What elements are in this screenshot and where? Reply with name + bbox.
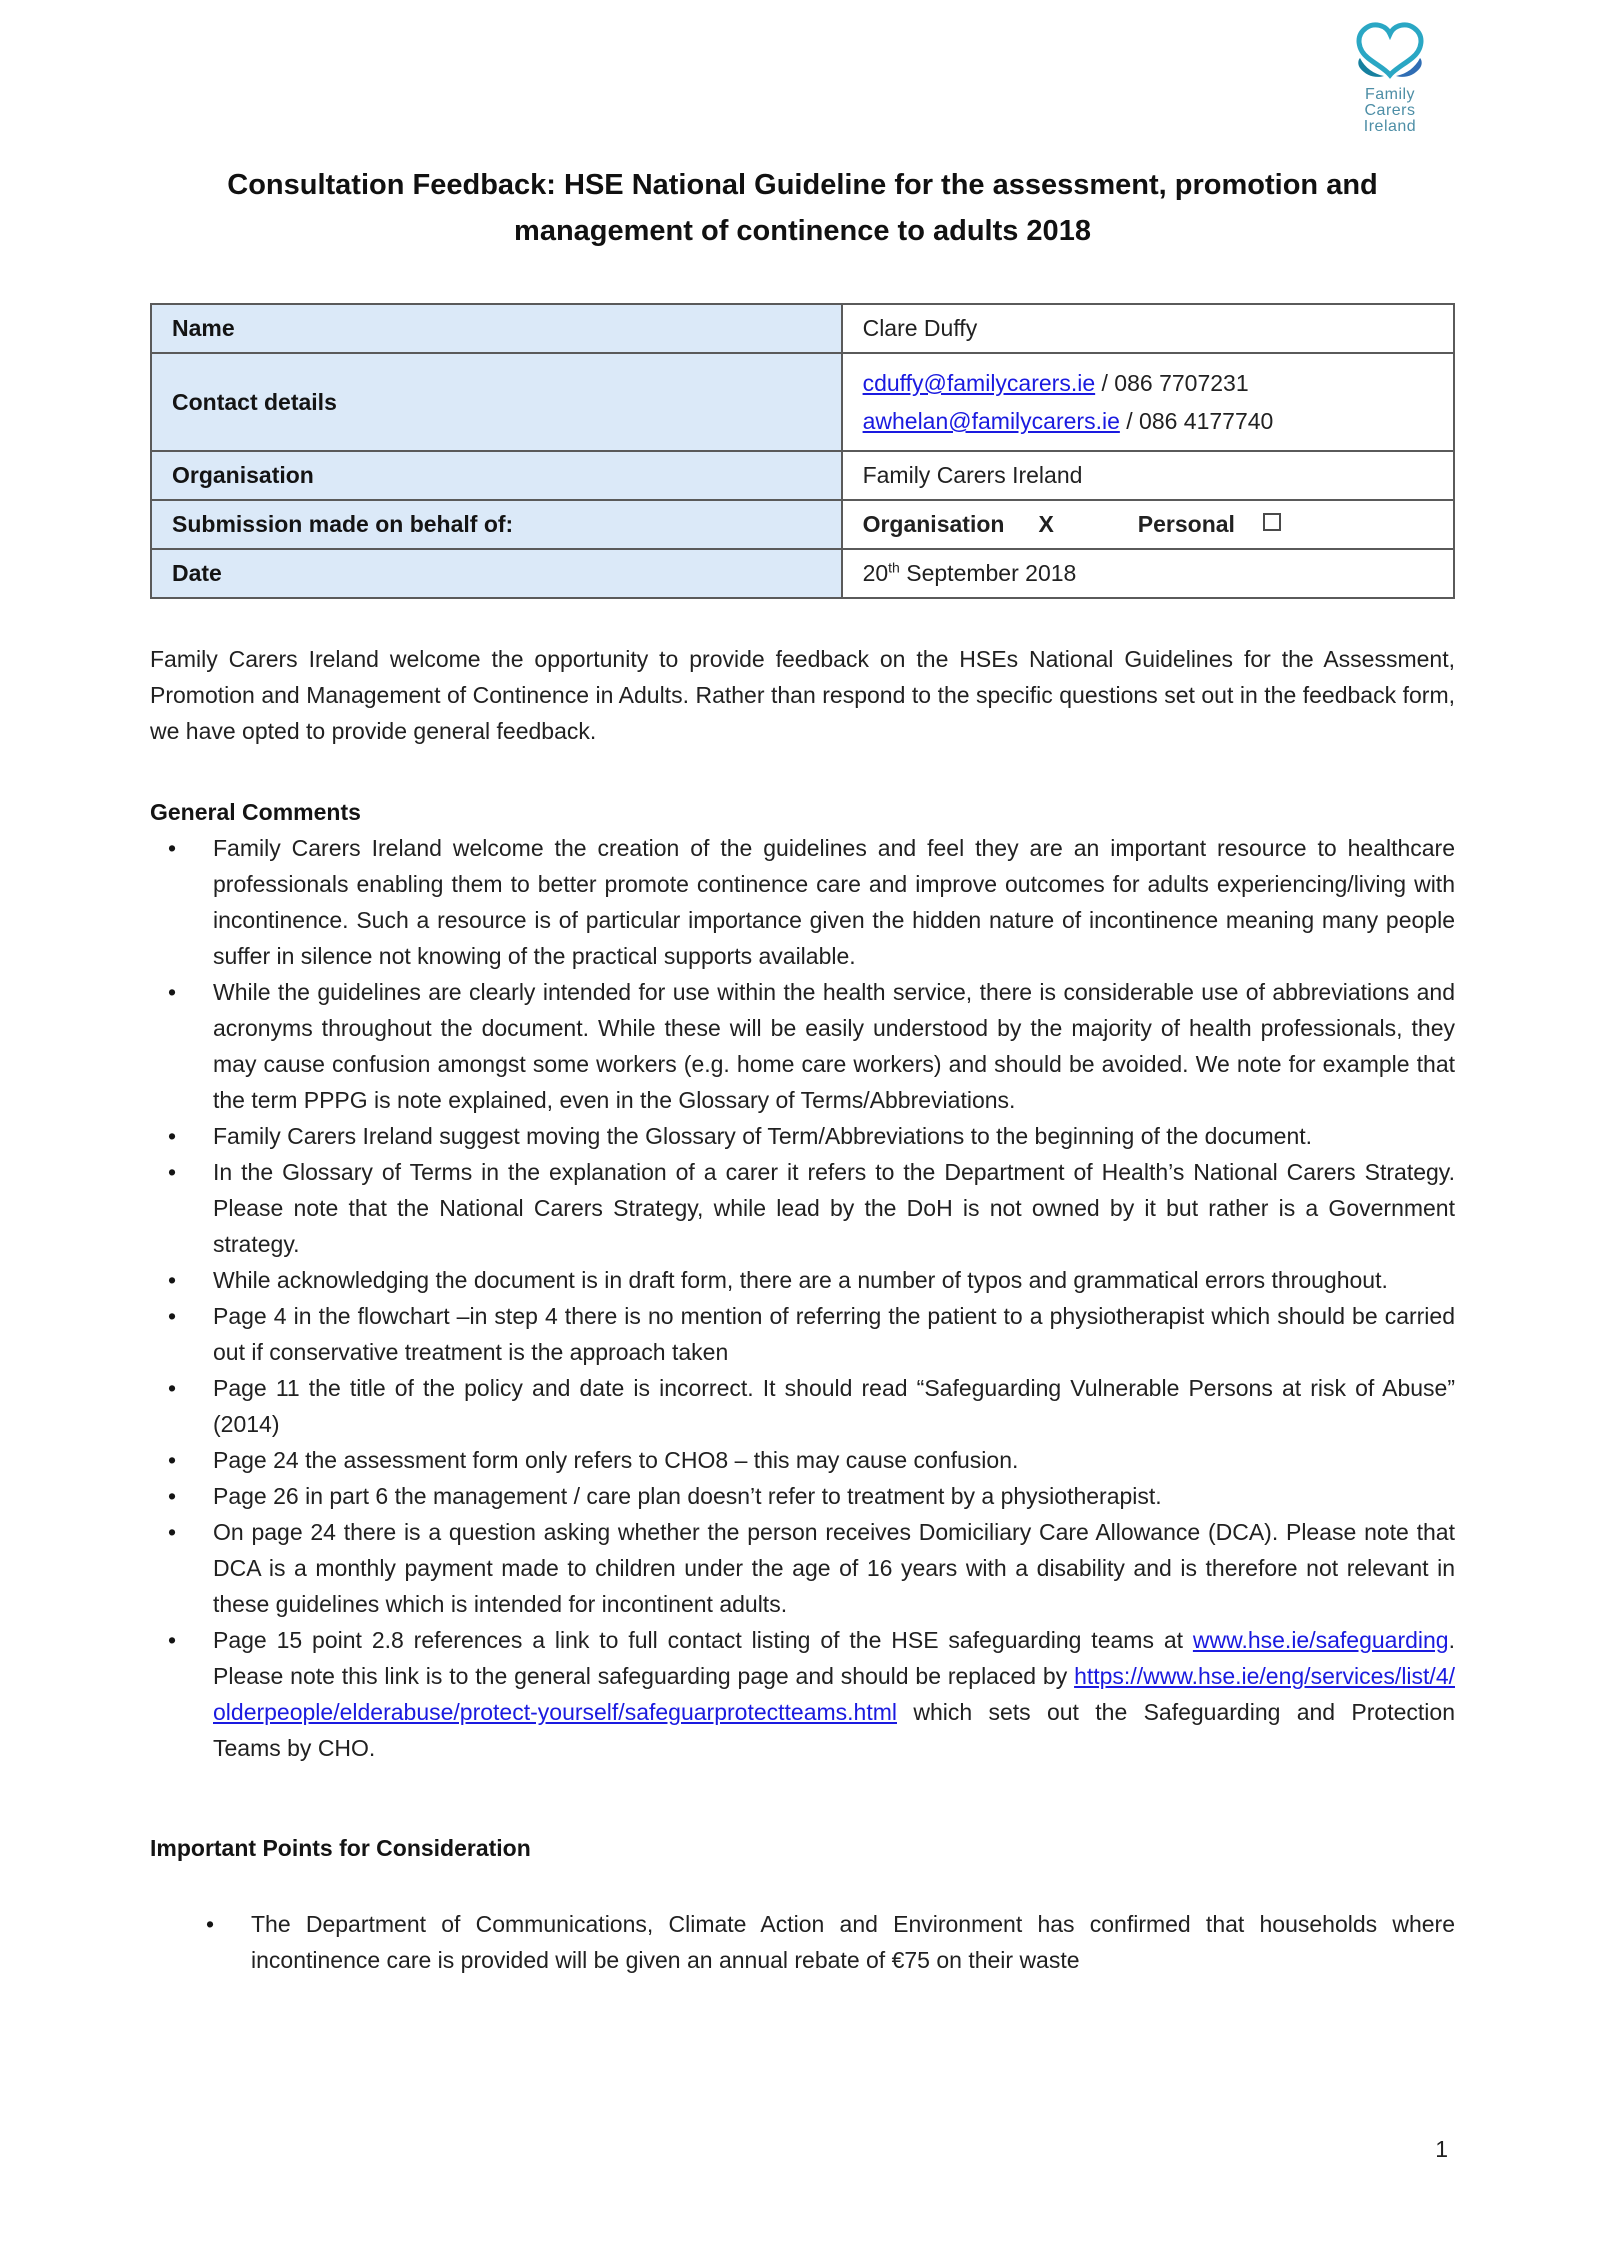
bullet-text: which sets out the Safeguarding and Protection Teams by CHO.	[213, 1699, 1455, 1761]
bullet-item: • Page 24 the assessment form only refers to CHO8 – this may cause confusion.	[150, 1442, 1455, 1478]
date-label: Date	[151, 549, 842, 598]
email-link-awhelan[interactable]: awhelan@familycarers.ie	[862, 408, 1120, 434]
logo-text-line: Ireland	[1363, 118, 1417, 135]
date-rest: September 2018	[899, 560, 1077, 586]
personal-option-label: Personal	[1137, 511, 1235, 537]
date-day: 20	[862, 560, 889, 586]
bullet-item: • Family Carers Ireland suggest moving the Glossary of Term/Abbreviations to the beginning of the document.	[150, 1118, 1455, 1154]
logo-text-line: Carers	[1364, 102, 1416, 119]
submission-behalf-label: Submission made on behalf of:	[151, 500, 842, 549]
bullet-text: Page 15 point 2.8 references a link to full contact listing of the HSE safeguarding teams at	[213, 1627, 1193, 1653]
logo-text-line: Family	[1364, 86, 1416, 103]
phone-number: / 086 4177740	[1119, 408, 1274, 434]
table-row	[151, 451, 1454, 500]
bullet-text: . Please note this link is to the general safeguarding page and should be replaced by	[213, 1627, 1455, 1689]
date-ordinal: th	[888, 559, 900, 576]
bullet-item: • Page 11 the title of the policy and date is incorrect. It should read “Safeguarding Vulnerable Persons at risk of Abuse” (2014)	[150, 1370, 1455, 1442]
bullet-item: • In the Glossary of Terms in the explanation of a carer it refers to the Department of Health’s National Carers Strategy. Please note that the National Carers Strategy, while lead by the DoH is not owned by it but rather is a Government strategy.	[150, 1154, 1455, 1262]
date-value	[842, 549, 1454, 598]
bullet-item: • Family Carers Ireland welcome the creation of the guidelines and feel they are an important resource to healthcare professionals enabling them to better promote continence care and improve outcomes for adults experiencing/living with incontinence. Such a resource is of particular importance given the hidden nature of incontinence meaning many people suffer in silence not knowing of the practical supports available.	[150, 830, 1455, 974]
page-title-line-1: Consultation Feedback: HSE National Guideline for the assessment, promotion and	[227, 169, 1378, 201]
intro-paragraph: Family Carers Ireland welcome the opportunity to provide feedback on the HSEs National Guidelines for the Assessment, Promotion and Management of Continence in Adults. Rather than respond to the specific questions set out in the feedback form, we have opted to provide general feedback.	[150, 646, 1455, 744]
bullet-item: • Page 26 in part 6 the management / care plan doesn’t refer to treatment by a physiotherapist.	[150, 1478, 1455, 1514]
page-number: 1	[1435, 2136, 1448, 2162]
bullet-item: • While acknowledging the document is in draft form, there are a number of typos and grammatical errors throughout.	[150, 1262, 1455, 1298]
bullet-item: • While the guidelines are clearly intended for use within the health service, there is considerable use of abbreviations and acronyms throughout the document. While these will be easily understood by the majority of health professionals, they may cause confusion amongst some workers (e.g. home care workers) and should be avoided. We note for example that the term PPPG is note explained, even in the Glossary of Terms/Abbreviations.	[150, 974, 1455, 1118]
table-row	[151, 353, 1454, 451]
organisation-value: Family Carers Ireland	[842, 451, 1454, 500]
contact-details-label: Contact details	[151, 353, 842, 451]
organisation-label: Organisation	[151, 451, 842, 500]
bullet-item: • The Department of Communications, Climate Action and Environment has confirmed that households where incontinence care is provided will be given an annual rebate of €75 on their waste	[150, 1906, 1455, 1978]
name-label: Name	[151, 304, 842, 353]
bullet-item: • On page 24 there is a question asking whether the person receives Domiciliary Care Allowance (DCA). Please note that DCA is a monthly payment made to children under the age of 16 years with a disability and is therefore not relevant in these guidelines which is intended for incontinent adults.	[150, 1514, 1455, 1622]
organisation-option-label: Organisation	[862, 511, 1005, 537]
bullet-item: • Page 4 in the flowchart –in step 4 there is no mention of referring the patient to a physiotherapist which should be carried out if conservative treatment is the approach taken	[150, 1298, 1455, 1370]
page-title-line-2: management of continence to adults 2018	[514, 215, 1091, 247]
important-points-list	[150, 1906, 1455, 1978]
personal-checkbox-icon	[1263, 513, 1281, 531]
submission-info-table	[150, 303, 1455, 599]
table-row	[151, 500, 1454, 549]
important-points-heading: Important Points for Consideration	[150, 1835, 531, 1861]
submission-behalf-value	[842, 500, 1454, 549]
organisation-x-mark: X	[1038, 511, 1054, 537]
page-title	[150, 162, 1455, 254]
general-comments-list	[150, 830, 1455, 1766]
email-link-cduffy[interactable]: cduffy@familycarers.ie	[862, 370, 1096, 396]
contact-details-value	[842, 353, 1454, 451]
phone-number: / 086 7707231	[1095, 370, 1249, 396]
table-row	[151, 304, 1454, 353]
bullet-item	[150, 1622, 1455, 1766]
general-comments-heading: General Comments	[150, 799, 361, 825]
family-carers-ireland-logo	[1344, 20, 1436, 135]
name-value: Clare Duffy	[842, 304, 1454, 353]
hse-protect-teams-link[interactable]: https://www.hse.ie/eng/services/list/4/olderpeople/elderabuse/protect-yourself/safeguarprotectteams.html	[213, 1663, 1455, 1725]
heart-hands-icon	[1351, 67, 1429, 84]
hse-safeguarding-link[interactable]: www.hse.ie/safeguarding	[1192, 1627, 1449, 1653]
table-row	[151, 549, 1454, 598]
